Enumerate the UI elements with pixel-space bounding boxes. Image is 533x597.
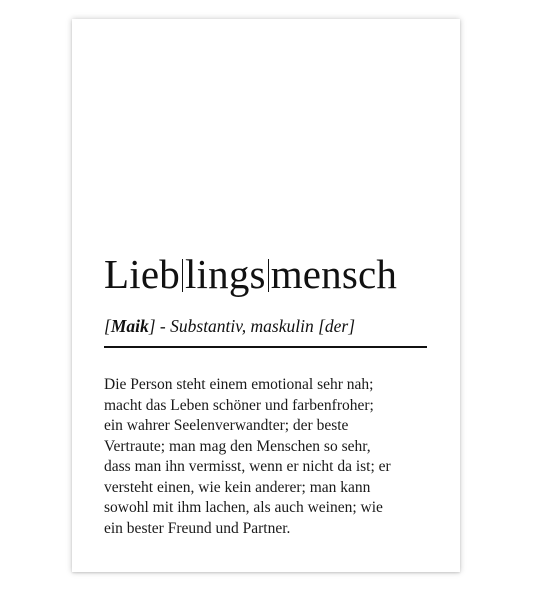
syllable-separator [182,259,183,292]
definition-line: Vertraute; man mag den Menschen so sehr, [104,437,371,455]
syllable-1: Lieb [104,251,180,297]
definition-line: versteht einen, wie kein anderer; man kann [104,478,371,496]
definition-line: dass man ihn vermisst, wenn er nicht da ist; er [104,458,391,475]
word-title [104,250,397,298]
divider-line [104,346,427,348]
syllable-separator [268,259,269,292]
syllable-2: lings [184,251,266,297]
definition-line: Die Person steht einem emotional sehr nah; [104,376,374,393]
definition-line: ein bester Freund und Partner. [104,519,291,537]
definition-line: sowohl mit ihm lachen, als auch weinen; wie [104,499,383,516]
subtitle-grammar: ] - Substantiv, maskulin [der] [148,316,356,336]
subtitle-name: Maik [110,316,149,336]
subtitle-open-bracket: [ [104,316,111,336]
definition-text [104,375,434,539]
syllable-3: mensch [270,251,398,297]
word-subtitle [104,315,355,337]
definition-line: ein wahrer Seelenverwandter; der beste [104,417,349,434]
definition-line: macht das Leben schöner und farbenfroher; [104,396,374,414]
